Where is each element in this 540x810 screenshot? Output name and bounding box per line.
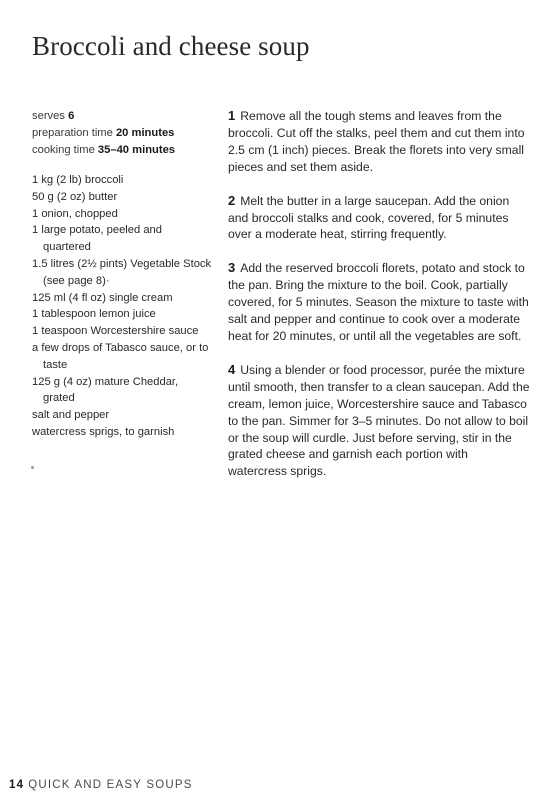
cook-time-row xyxy=(32,142,212,159)
prep-time-value: 20 minutes xyxy=(115,127,175,139)
step-text: Using a blender or food processor, purée the mixture until smooth, then transfer to a clean saucepan. Add the cream, lemon juice, Worcestershire sauce and Tabasco to the pan. Simmer for 3–5 minutes. Do not allow to boil or the soup will curdle. Just before serving, stir in the grated cheese and garnish each portion with watercress sprigs. xyxy=(228,362,530,479)
ingredient-item: 125 g (4 oz) mature Cheddar, grated xyxy=(32,375,179,405)
method-step-3 xyxy=(228,260,530,345)
prep-time-row xyxy=(32,125,212,142)
step-number: 1 xyxy=(228,108,236,123)
recipe-meta xyxy=(32,108,212,159)
ingredient-item: watercress sprigs, to garnish xyxy=(32,425,175,438)
ingredients-list xyxy=(32,172,212,441)
method-step-1 xyxy=(228,108,530,176)
ingredient-item: 1 large potato, peeled and quartered xyxy=(32,224,163,254)
ingredient-item: 1 tablespoon lemon juice xyxy=(32,308,156,321)
ingredient-item: 125 ml (4 fl oz) single cream xyxy=(32,291,173,304)
prep-time-label: preparation time xyxy=(32,127,113,139)
serves-label: serves xyxy=(32,110,65,122)
page-footer xyxy=(9,779,193,791)
cook-time-label: cooking time xyxy=(32,144,95,156)
ingredient-item: 50 g (2 oz) butter xyxy=(32,190,118,203)
ingredient-item: salt and pepper xyxy=(32,409,110,422)
ingredient-item: a few drops of Tabasco sauce, or to taste xyxy=(32,341,209,371)
step-text: Remove all the tough stems and leaves from the broccoli. Cut off the stalks, peel them and cut them into 2.5 cm (1 inch) pieces. Break the florets into very small pieces and set them aside. xyxy=(228,109,525,174)
step-number: 3 xyxy=(228,260,236,276)
ingredient-item: 1 onion, chopped xyxy=(32,207,118,220)
ingredient-item: 1 kg (2 lb) broccoli xyxy=(32,174,124,186)
method-step-2 xyxy=(228,193,530,244)
section-title: QUICK AND EASY SOUPS xyxy=(28,779,193,791)
page-title: Broccoli and cheese soup xyxy=(32,31,310,61)
stray-dot-mark xyxy=(31,466,34,469)
cook-time-value: 35–40 minutes xyxy=(97,144,176,156)
method-step-4 xyxy=(228,362,530,480)
serves-row xyxy=(32,108,212,125)
ingredient-item: 1 teaspoon Worcestershire sauce xyxy=(32,325,199,338)
step-number: 2 xyxy=(228,192,236,208)
step-text: Melt the butter in a large saucepan. Add the onion and broccoli stalks and cook, covered, for 5 minutes over a moderate heat, stirring frequently. xyxy=(228,193,510,242)
step-text: Add the reserved broccoli florets, potato and stock to the pan. Bring the mixture to the boil. Cook, partially covered, for 5 minutes. Season the mixture to taste with salt and pepper and continue to cook over a moderate heat for 20 minutes, or until all the vegetables are soft. xyxy=(228,261,529,343)
step-number: 4 xyxy=(228,361,236,377)
method-steps xyxy=(228,108,530,497)
page-number: 14 xyxy=(9,779,25,791)
serves-value: 6 xyxy=(68,110,75,122)
ingredient-item: 1.5 litres (2½ pints) Vegetable Stock (see page 8)· xyxy=(32,257,212,287)
